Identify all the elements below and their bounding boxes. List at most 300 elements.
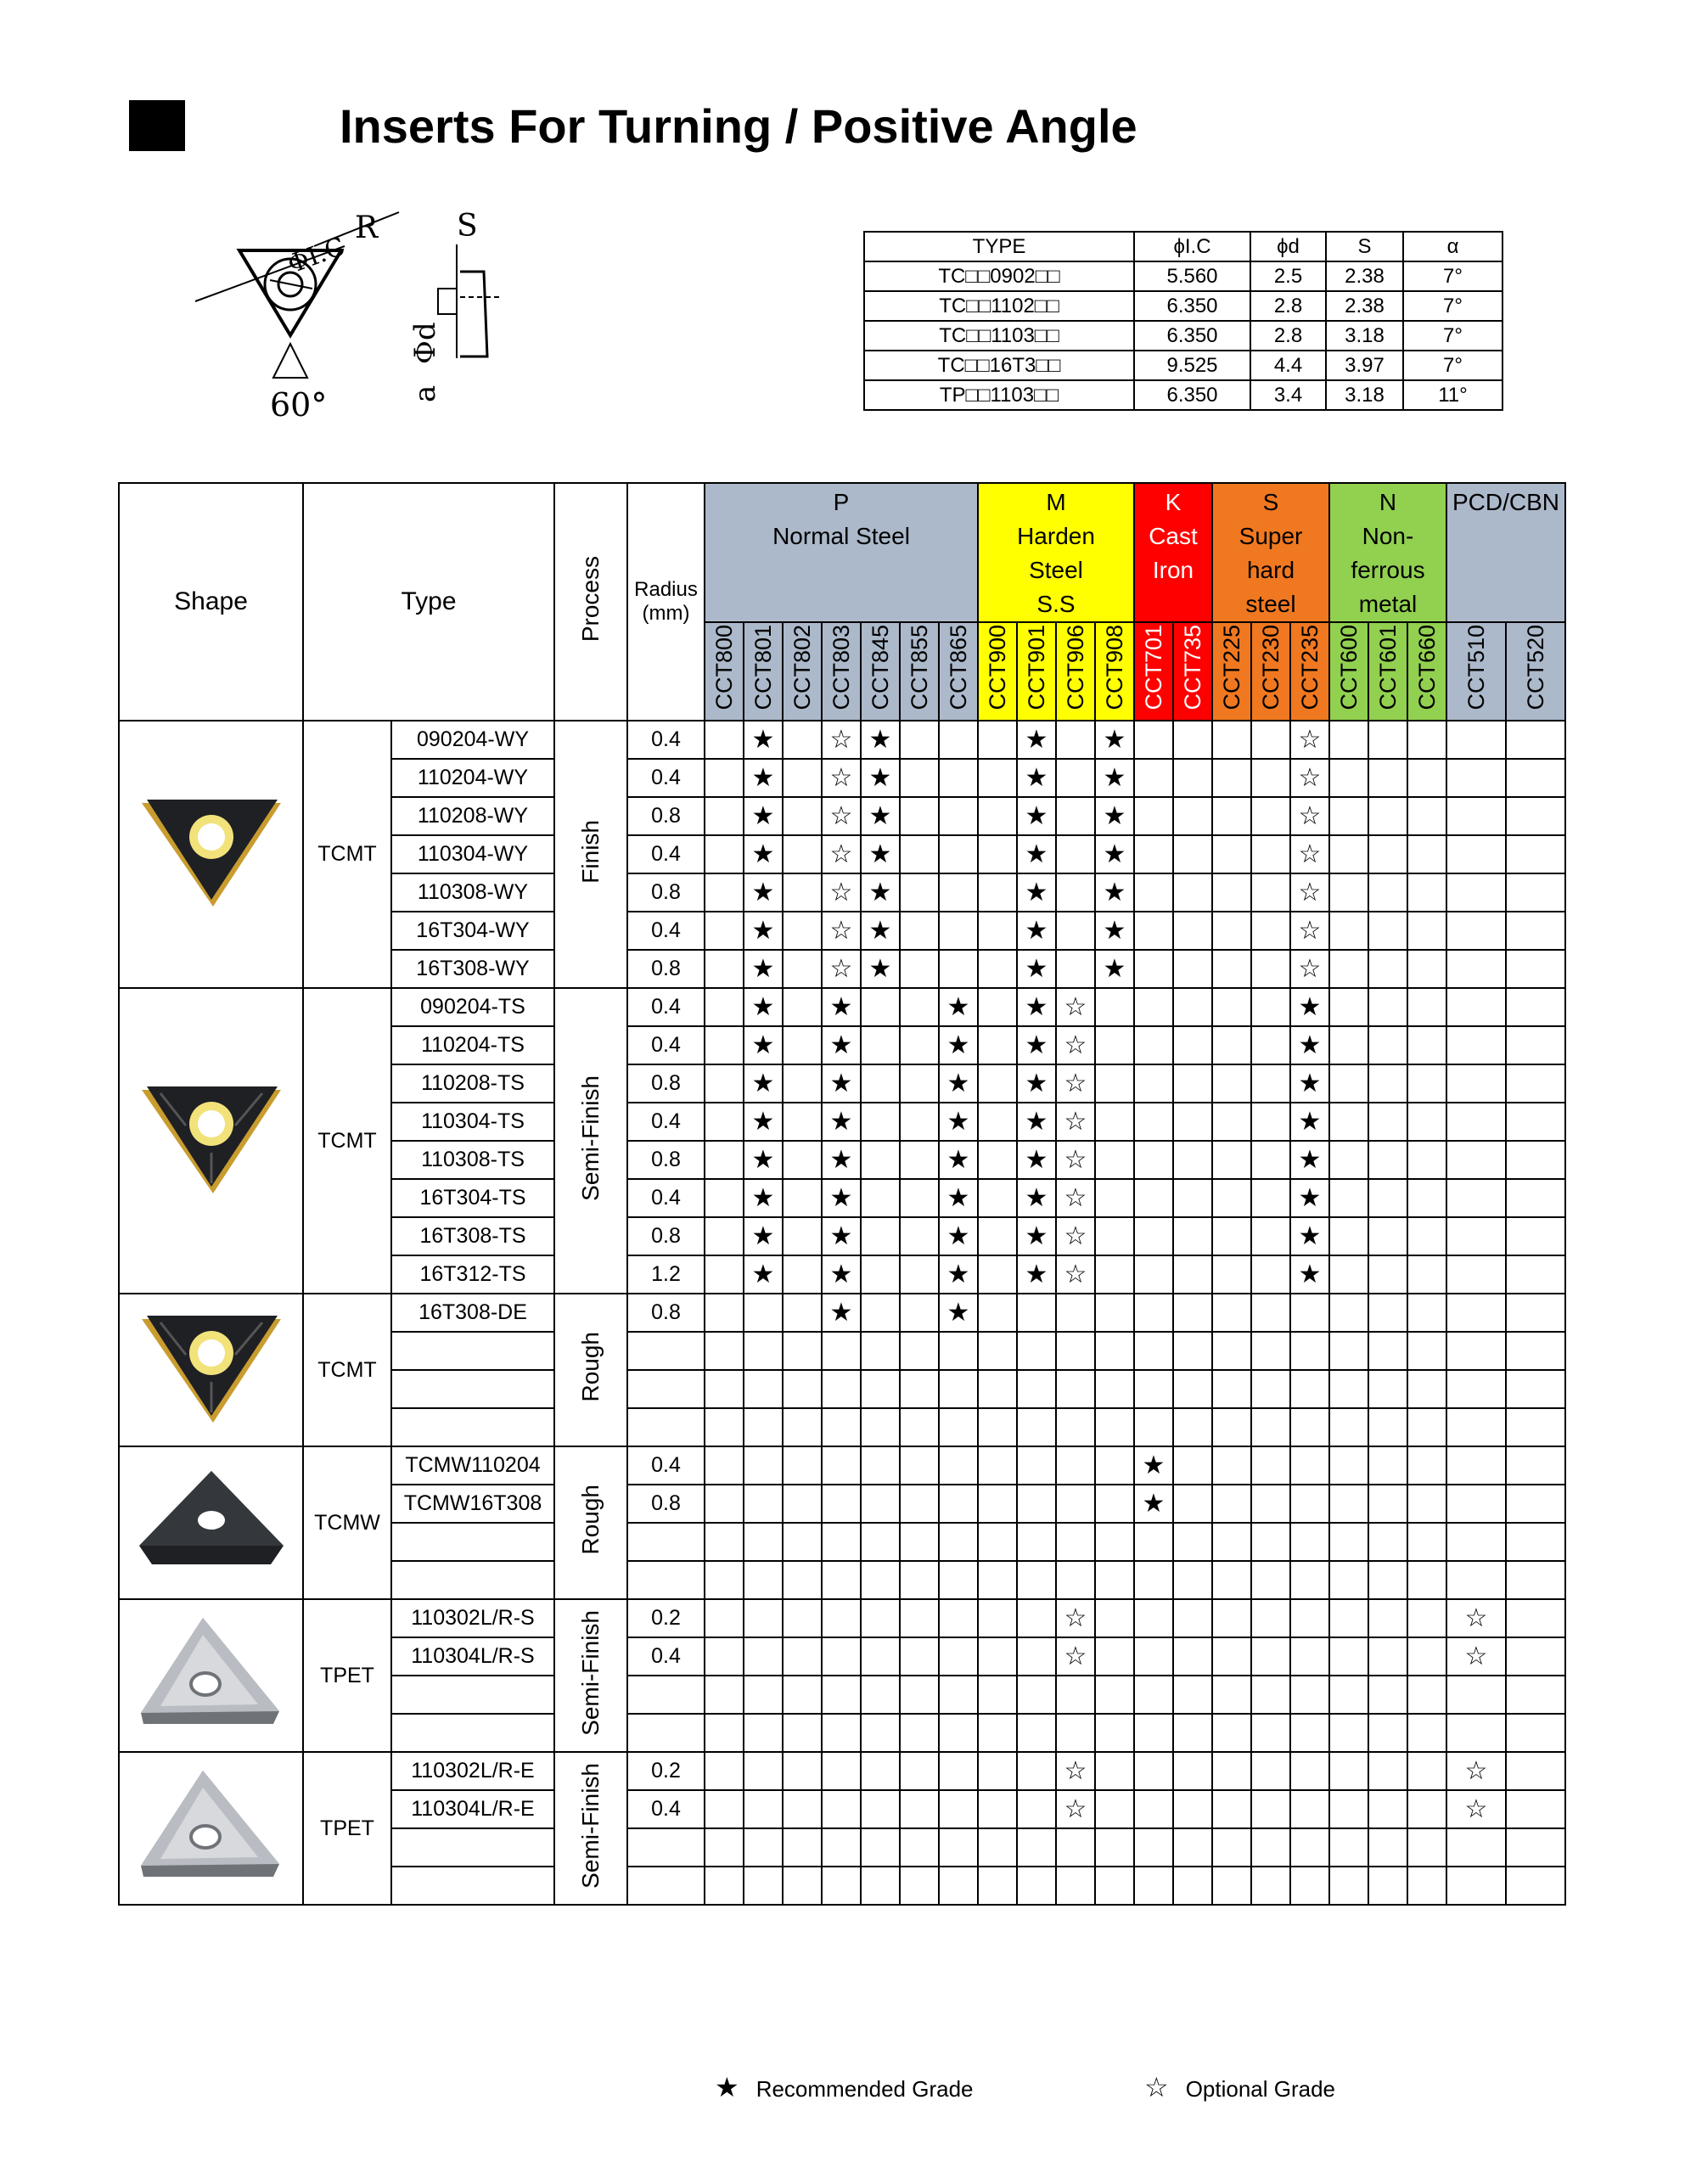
spec-cell: TP□□1103□□ xyxy=(864,380,1134,410)
grade-mark-cell xyxy=(1407,1752,1446,1790)
grade-code-header xyxy=(939,622,978,721)
grade-mark-cell: ★ xyxy=(744,1064,783,1103)
grade-mark-cell xyxy=(978,1523,1017,1561)
grade-mark-cell xyxy=(1251,721,1290,759)
grade-mark-cell: ★ xyxy=(1290,1141,1329,1179)
grade-mark-cell xyxy=(939,1676,978,1714)
grade-mark-cell xyxy=(705,1408,744,1446)
grade-mark-cell: ☆ xyxy=(1446,1599,1506,1637)
grade-mark-cell xyxy=(1095,1676,1134,1714)
process-header xyxy=(554,483,627,721)
grade-mark-cell xyxy=(1017,1446,1056,1485)
grade-mark-cell: ★ xyxy=(939,1217,978,1255)
grade-mark-cell xyxy=(783,1676,822,1714)
grade-code-label: CCT520 xyxy=(1522,625,1548,710)
grade-mark-cell xyxy=(1251,1103,1290,1141)
grade-mark-cell xyxy=(978,912,1017,950)
grade-mark-cell: ★ xyxy=(822,1179,861,1217)
spec-cell: 7° xyxy=(1403,351,1502,380)
grade-mark-cell xyxy=(783,759,822,797)
grade-mark-cell: ★ xyxy=(939,1255,978,1294)
grade-mark-cell xyxy=(744,1561,783,1599)
grade-code-header xyxy=(1251,622,1290,721)
grade-mark-cell xyxy=(939,1637,978,1676)
material-group-header xyxy=(705,483,978,622)
grade-mark-cell xyxy=(1407,1141,1446,1179)
grade-mark-cell xyxy=(1506,1714,1565,1752)
grade-mark-cell xyxy=(1134,1332,1173,1370)
grade-mark-cell xyxy=(1407,950,1446,988)
grade-mark-cell xyxy=(861,1790,900,1828)
grade-mark-cell xyxy=(822,1561,861,1599)
grade-mark-cell xyxy=(1017,1523,1056,1561)
grade-mark-cell xyxy=(978,1485,1017,1523)
grade-mark-cell: ★ xyxy=(822,1294,861,1332)
grade-mark-cell: ☆ xyxy=(1056,1752,1095,1790)
grade-mark-cell xyxy=(1212,1599,1251,1637)
model-cell: 16T312-TS xyxy=(391,1255,554,1294)
grade-mark-cell xyxy=(978,1446,1017,1485)
grade-mark-cell: ★ xyxy=(1095,835,1134,873)
grade-mark-cell xyxy=(861,1637,900,1676)
grade-mark-cell xyxy=(744,1408,783,1446)
grade-mark-cell xyxy=(1329,1332,1368,1370)
grade-mark-cell xyxy=(1368,873,1407,912)
grade-mark-cell xyxy=(1446,1676,1506,1714)
grade-mark-cell xyxy=(822,1408,861,1446)
grade-mark-cell xyxy=(1290,1446,1329,1485)
radius-cell: 0.8 xyxy=(627,1294,705,1332)
grade-mark-cell xyxy=(1368,1599,1407,1637)
process-label: Semi-Finish xyxy=(577,1609,604,1736)
model-cell: 16T304-WY xyxy=(391,912,554,950)
grade-mark-cell: ☆ xyxy=(822,873,861,912)
grade-mark-cell xyxy=(1251,797,1290,835)
grade-mark-cell xyxy=(1095,988,1134,1026)
grade-mark-cell xyxy=(939,1523,978,1561)
model-cell xyxy=(391,1867,554,1905)
material-group-header xyxy=(1446,483,1565,622)
tcmt-wy-insert-image xyxy=(120,788,302,921)
grade-mark-cell xyxy=(978,1637,1017,1676)
grade-mark-cell xyxy=(1329,1867,1368,1905)
grade-mark-cell xyxy=(822,1676,861,1714)
grade-mark-cell xyxy=(1056,1828,1095,1867)
grade-mark-cell xyxy=(1446,1446,1506,1485)
grade-mark-cell xyxy=(1212,1179,1251,1217)
grade-mark-cell xyxy=(705,988,744,1026)
grade-mark-cell xyxy=(1506,1676,1565,1714)
grade-mark-cell: ★ xyxy=(822,1141,861,1179)
grade-mark-cell: ☆ xyxy=(1056,1599,1095,1637)
grade-mark-cell: ★ xyxy=(1017,1064,1056,1103)
grade-mark-cell xyxy=(1368,1141,1407,1179)
title-marker xyxy=(129,100,185,151)
grade-mark-cell xyxy=(822,1523,861,1561)
grade-mark-cell xyxy=(1212,721,1251,759)
grade-mark-cell xyxy=(1173,759,1212,797)
grade-mark-cell xyxy=(900,1179,939,1217)
grade-mark-cell: ★ xyxy=(744,1141,783,1179)
model-cell: TCMW110204 xyxy=(391,1446,554,1485)
grade-mark-cell: ☆ xyxy=(1446,1637,1506,1676)
grade-code-header xyxy=(1290,622,1329,721)
grade-mark-cell xyxy=(1017,1676,1056,1714)
process-cell xyxy=(554,721,627,988)
grade-mark-cell xyxy=(978,1408,1017,1446)
grade-code-label: CCT510 xyxy=(1463,625,1489,710)
grade-mark-cell xyxy=(900,835,939,873)
grade-mark-cell: ★ xyxy=(1290,1179,1329,1217)
grade-mark-cell xyxy=(1407,1446,1446,1485)
grade-mark-cell xyxy=(1407,1064,1446,1103)
insert-shape-cell xyxy=(119,1599,303,1752)
grade-mark-cell xyxy=(1368,1752,1407,1790)
grade-mark-cell xyxy=(783,873,822,912)
process-label: Finish xyxy=(577,819,604,884)
grade-mark-cell: ☆ xyxy=(822,950,861,988)
grade-mark-cell xyxy=(783,1370,822,1408)
model-cell xyxy=(391,1828,554,1867)
grade-mark-cell xyxy=(1095,1485,1134,1523)
radius-cell xyxy=(627,1332,705,1370)
grade-mark-cell xyxy=(939,1408,978,1446)
spec-cell: 6.350 xyxy=(1134,380,1250,410)
model-cell: TCMW16T308 xyxy=(391,1485,554,1523)
grade-mark-cell: ☆ xyxy=(1056,1103,1095,1141)
grade-mark-cell xyxy=(1368,912,1407,950)
grade-mark-cell: ☆ xyxy=(1290,721,1329,759)
grade-mark-cell xyxy=(1134,912,1173,950)
grade-mark-cell xyxy=(1134,1026,1173,1064)
spec-cell: 2.38 xyxy=(1326,291,1403,321)
spec-row xyxy=(864,321,1502,351)
grade-code-header xyxy=(744,622,783,721)
grade-mark-cell xyxy=(978,721,1017,759)
radius-cell: 0.4 xyxy=(627,1637,705,1676)
grade-mark-cell: ★ xyxy=(939,1294,978,1332)
grade-mark-cell xyxy=(1095,1637,1134,1676)
grade-mark-cell xyxy=(1134,759,1173,797)
grade-mark-cell xyxy=(1173,1026,1212,1064)
grade-mark-cell xyxy=(1095,1790,1134,1828)
grade-mark-cell xyxy=(1329,988,1368,1026)
grade-mark-cell xyxy=(900,1408,939,1446)
radius-cell: 0.4 xyxy=(627,1103,705,1141)
grade-mark-cell xyxy=(1134,1179,1173,1217)
radius-cell: 0.4 xyxy=(627,1179,705,1217)
grade-code-header xyxy=(1095,622,1134,721)
grade-mark-cell xyxy=(1173,1446,1212,1485)
spec-header-cell: ϕd xyxy=(1250,232,1326,261)
grade-mark-cell xyxy=(861,1103,900,1141)
grade-mark-cell xyxy=(978,1714,1017,1752)
grade-mark-cell: ☆ xyxy=(1290,950,1329,988)
grade-mark-cell xyxy=(1095,1446,1134,1485)
radius-header-label: Radius (mm) xyxy=(634,578,698,625)
grade-mark-cell xyxy=(1329,1676,1368,1714)
grade-mark-cell xyxy=(822,1790,861,1828)
model-cell: 110204-WY xyxy=(391,759,554,797)
insert-type-cell: TPET xyxy=(303,1599,391,1752)
grade-mark-cell xyxy=(1173,1828,1212,1867)
grade-mark-cell xyxy=(1329,1523,1368,1561)
radius-cell: 0.4 xyxy=(627,1026,705,1064)
grade-mark-cell xyxy=(705,873,744,912)
grade-mark-cell xyxy=(978,759,1017,797)
grade-mark-cell xyxy=(1446,759,1506,797)
insert-type-cell: TCMW xyxy=(303,1446,391,1599)
legend-optional-symbol: ☆ xyxy=(1144,2072,1169,2103)
grade-mark-cell xyxy=(1095,1294,1134,1332)
legend-optional xyxy=(1144,2071,1335,2103)
radius-cell: 0.4 xyxy=(627,988,705,1026)
grade-mark-cell xyxy=(1368,1064,1407,1103)
grade-mark-cell xyxy=(1212,1294,1251,1332)
grade-mark-cell: ★ xyxy=(822,1217,861,1255)
grade-code-header xyxy=(783,622,822,721)
grade-mark-cell: ☆ xyxy=(822,835,861,873)
model-cell: 110208-WY xyxy=(391,797,554,835)
grade-mark-cell xyxy=(1212,1523,1251,1561)
spec-table xyxy=(863,231,1503,411)
grade-mark-cell xyxy=(783,1064,822,1103)
grade-mark-cell xyxy=(1095,1867,1134,1905)
grade-mark-cell xyxy=(1407,1179,1446,1217)
grade-mark-cell xyxy=(1506,1637,1565,1676)
grade-mark-cell xyxy=(1251,1179,1290,1217)
radius-cell: 0.4 xyxy=(627,721,705,759)
page-title: Inserts For Turning / Positive Angle xyxy=(340,99,1137,153)
grade-mark-cell xyxy=(939,873,978,912)
grade-mark-cell xyxy=(1173,1676,1212,1714)
grade-mark-cell xyxy=(705,1179,744,1217)
grade-mark-cell xyxy=(1446,1714,1506,1752)
grade-mark-cell xyxy=(744,1599,783,1637)
grade-mark-cell xyxy=(1506,1103,1565,1141)
grade-mark-cell xyxy=(1173,1523,1212,1561)
grade-mark-cell xyxy=(1368,1561,1407,1599)
grade-mark-cell xyxy=(1329,1370,1368,1408)
ic-label: ΦI.C xyxy=(284,232,350,280)
grade-mark-cell xyxy=(1095,1714,1134,1752)
grade-mark-cell xyxy=(1290,1828,1329,1867)
grade-mark-cell xyxy=(1329,1103,1368,1141)
grade-mark-cell xyxy=(1173,912,1212,950)
grade-mark-cell xyxy=(939,721,978,759)
grade-mark-cell xyxy=(1329,1179,1368,1217)
grade-mark-cell xyxy=(1368,1217,1407,1255)
grade-mark-cell: ★ xyxy=(1095,873,1134,912)
grade-mark-cell xyxy=(978,1217,1017,1255)
grade-mark-cell xyxy=(1368,1676,1407,1714)
grade-code-label: CCT855 xyxy=(906,625,932,710)
grade-mark-cell xyxy=(1095,1752,1134,1790)
type-header: Type xyxy=(303,483,554,721)
grade-mark-cell xyxy=(1056,1446,1095,1485)
grade-mark-cell xyxy=(1368,1790,1407,1828)
table-row xyxy=(119,1294,1565,1332)
grade-mark-cell xyxy=(1056,797,1095,835)
spec-cell: 3.18 xyxy=(1326,321,1403,351)
grade-mark-cell xyxy=(978,1255,1017,1294)
grade-mark-cell xyxy=(1056,873,1095,912)
grade-code-header xyxy=(1134,622,1173,721)
grade-mark-cell: ★ xyxy=(1290,988,1329,1026)
grade-mark-cell xyxy=(1251,1867,1290,1905)
grade-mark-cell xyxy=(1368,988,1407,1026)
grade-mark-cell: ★ xyxy=(861,797,900,835)
process-header-label: Process xyxy=(577,555,604,643)
grade-mark-cell xyxy=(978,1294,1017,1332)
grade-code-label: CCT660 xyxy=(1413,625,1440,710)
grade-mark-cell xyxy=(1329,1714,1368,1752)
grade-mark-cell xyxy=(783,1714,822,1752)
grade-mark-cell: ☆ xyxy=(1290,759,1329,797)
process-label: Semi-Finish xyxy=(577,1075,604,1201)
grade-mark-cell xyxy=(900,1446,939,1485)
grade-mark-cell xyxy=(1368,1103,1407,1141)
grade-mark-cell xyxy=(1446,1141,1506,1179)
grade-mark-cell xyxy=(1329,1599,1368,1637)
grade-mark-cell xyxy=(1446,1217,1506,1255)
radius-cell: 0.4 xyxy=(627,835,705,873)
grade-mark-cell xyxy=(978,1790,1017,1828)
grade-mark-cell xyxy=(939,1485,978,1523)
grade-mark-cell xyxy=(1329,1790,1368,1828)
radius-cell xyxy=(627,1867,705,1905)
grade-mark-cell xyxy=(1506,1599,1565,1637)
grade-mark-cell xyxy=(1329,1637,1368,1676)
grade-code-header xyxy=(1506,622,1565,721)
grade-mark-cell xyxy=(1506,1485,1565,1523)
grade-mark-cell xyxy=(1446,1485,1506,1523)
grade-mark-cell xyxy=(1134,1828,1173,1867)
grade-mark-cell xyxy=(1134,835,1173,873)
grade-mark-cell: ☆ xyxy=(1446,1790,1506,1828)
grade-mark-cell: ☆ xyxy=(1290,835,1329,873)
grade-code-header xyxy=(1407,622,1446,721)
grade-mark-cell xyxy=(1329,873,1368,912)
grade-mark-cell xyxy=(1506,1064,1565,1103)
grade-mark-cell xyxy=(1212,1561,1251,1599)
spec-cell: 7° xyxy=(1403,321,1502,351)
grade-code-label: CCT235 xyxy=(1296,625,1323,710)
grade-mark-cell xyxy=(783,1561,822,1599)
grade-mark-cell xyxy=(1506,950,1565,988)
grade-mark-cell xyxy=(900,1523,939,1561)
grade-mark-cell xyxy=(1134,1523,1173,1561)
grade-mark-cell xyxy=(1212,912,1251,950)
grade-mark-cell: ★ xyxy=(861,950,900,988)
grade-mark-cell: ★ xyxy=(822,1026,861,1064)
grade-mark-cell xyxy=(1173,1141,1212,1179)
grade-code-label: CCT908 xyxy=(1101,625,1127,710)
grade-mark-cell: ★ xyxy=(744,873,783,912)
grade-mark-cell xyxy=(705,1370,744,1408)
grade-mark-cell xyxy=(1368,1332,1407,1370)
grade-mark-cell xyxy=(1251,873,1290,912)
grade-mark-cell xyxy=(1506,759,1565,797)
model-cell: 110304-TS xyxy=(391,1103,554,1141)
spec-cell: 3.97 xyxy=(1326,351,1403,380)
spec-cell: 7° xyxy=(1403,261,1502,291)
spec-cell: 2.38 xyxy=(1326,261,1403,291)
grade-mark-cell: ★ xyxy=(1134,1446,1173,1485)
grade-mark-cell xyxy=(705,759,744,797)
radius-cell: 0.8 xyxy=(627,1064,705,1103)
grade-mark-cell xyxy=(861,1370,900,1408)
insert-type-cell: TCMT xyxy=(303,988,391,1294)
grade-mark-cell xyxy=(1290,1561,1329,1599)
grade-mark-cell xyxy=(1251,1064,1290,1103)
grade-mark-cell xyxy=(861,1752,900,1790)
grade-mark-cell xyxy=(900,1752,939,1790)
grade-mark-cell xyxy=(822,1332,861,1370)
grade-mark-cell: ★ xyxy=(744,835,783,873)
grade-mark-cell: ★ xyxy=(861,721,900,759)
grade-mark-cell xyxy=(1212,950,1251,988)
grade-mark-cell xyxy=(1506,1446,1565,1485)
grade-mark-cell xyxy=(978,1179,1017,1217)
grade-mark-cell xyxy=(705,1828,744,1867)
grade-mark-cell xyxy=(1017,1867,1056,1905)
spec-cell: TC□□0902□□ xyxy=(864,261,1134,291)
grade-mark-cell xyxy=(783,1179,822,1217)
grade-mark-cell xyxy=(900,1026,939,1064)
grade-mark-cell xyxy=(900,1103,939,1141)
grade-mark-cell: ★ xyxy=(822,1103,861,1141)
grade-mark-cell xyxy=(1290,1332,1329,1370)
process-label: Rough xyxy=(577,1332,604,1402)
grade-mark-cell xyxy=(1134,797,1173,835)
grade-mark-cell xyxy=(1017,1828,1056,1867)
grade-mark-cell xyxy=(1290,1370,1329,1408)
model-cell: 16T308-TS xyxy=(391,1217,554,1255)
grade-mark-cell xyxy=(1446,1523,1506,1561)
insert-type-cell: TPET xyxy=(303,1752,391,1905)
grade-mark-cell: ☆ xyxy=(1290,912,1329,950)
grade-mark-cell xyxy=(978,988,1017,1026)
grade-mark-cell xyxy=(1329,1485,1368,1523)
grade-mark-cell xyxy=(1407,721,1446,759)
grade-mark-cell xyxy=(783,1867,822,1905)
grade-mark-cell xyxy=(1368,1828,1407,1867)
grade-code-header xyxy=(1368,622,1407,721)
grade-mark-cell xyxy=(978,835,1017,873)
grade-mark-cell: ★ xyxy=(1290,1255,1329,1294)
grade-mark-cell xyxy=(1095,1064,1134,1103)
grade-mark-cell xyxy=(1329,1561,1368,1599)
grade-mark-cell xyxy=(744,1867,783,1905)
grade-mark-cell xyxy=(1056,1370,1095,1408)
grade-mark-cell xyxy=(978,1561,1017,1599)
radius-cell xyxy=(627,1523,705,1561)
process-cell xyxy=(554,1599,627,1752)
grade-mark-cell xyxy=(1017,1599,1056,1637)
model-cell: 110302L/R-S xyxy=(391,1599,554,1637)
grade-mark-cell xyxy=(783,1637,822,1676)
grade-code-label: CCT600 xyxy=(1335,625,1362,710)
grade-mark-cell xyxy=(1407,1103,1446,1141)
grade-mark-cell xyxy=(1368,1179,1407,1217)
insert-shape-cell xyxy=(119,1752,303,1905)
radius-cell xyxy=(627,1408,705,1446)
grade-mark-cell xyxy=(705,950,744,988)
grade-mark-cell: ☆ xyxy=(1056,1217,1095,1255)
spec-cell: 3.4 xyxy=(1250,380,1326,410)
grade-mark-cell: ☆ xyxy=(1056,1141,1095,1179)
